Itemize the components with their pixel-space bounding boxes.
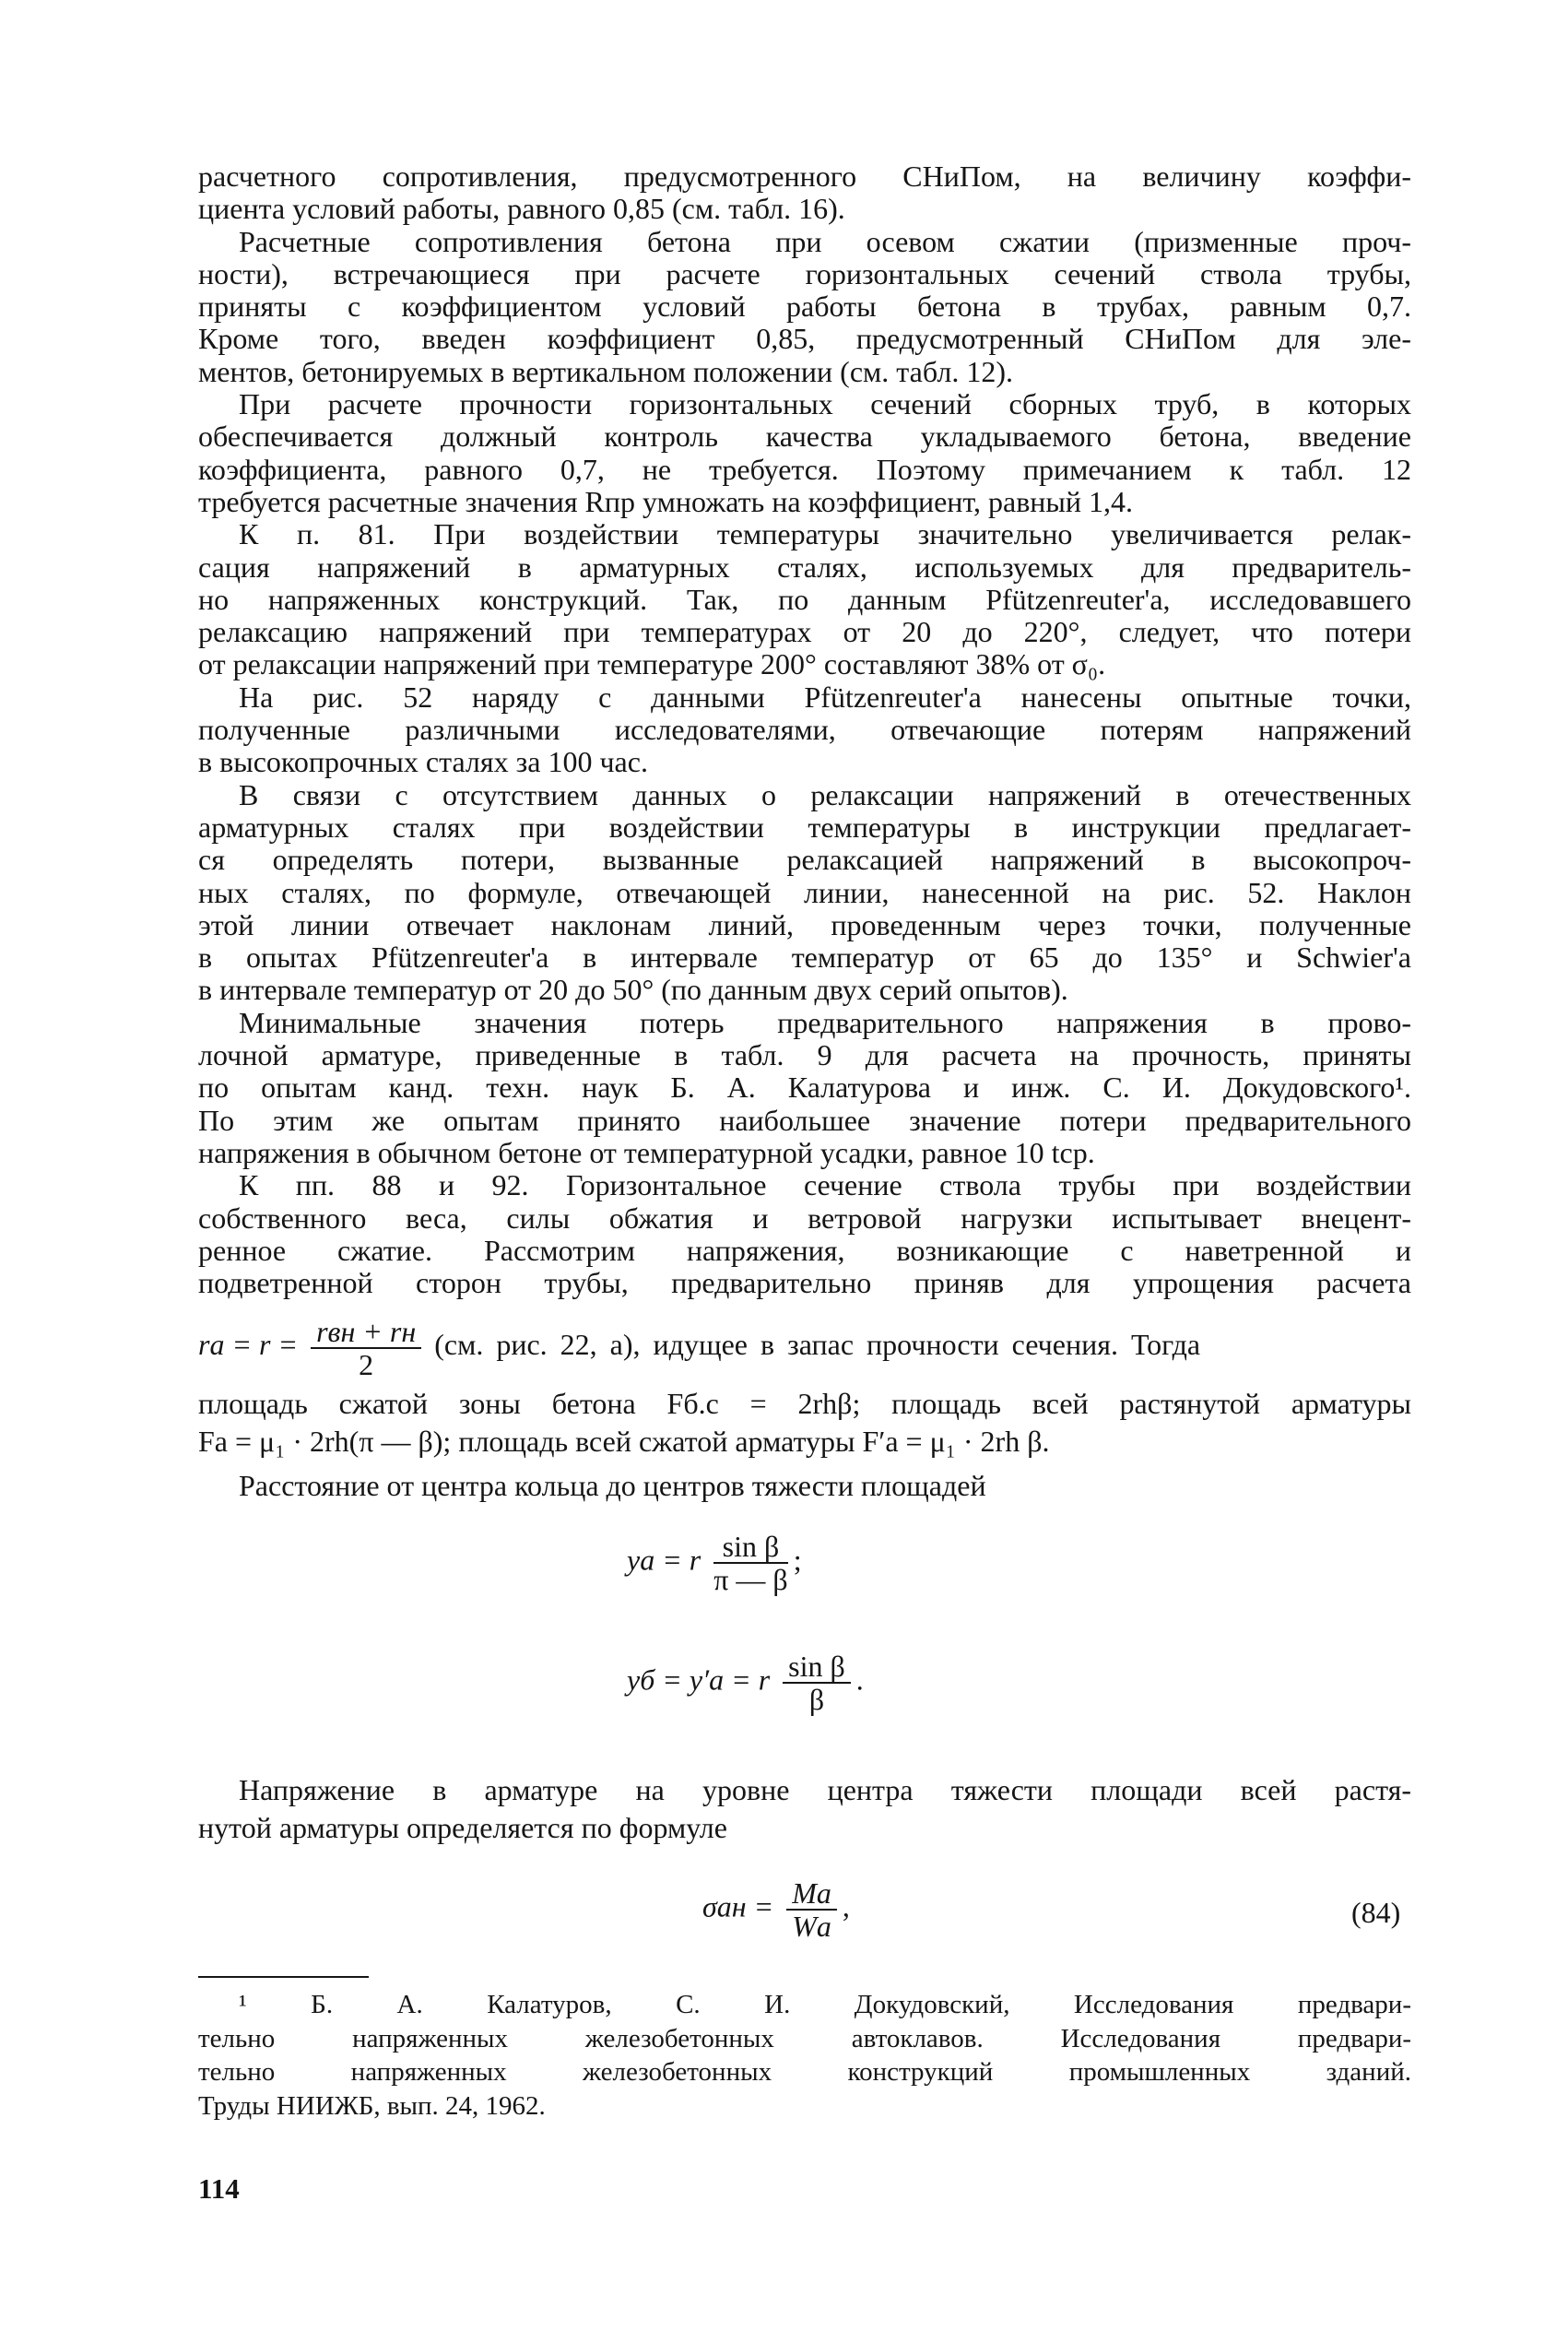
- stress-text: [198, 1774, 1411, 1844]
- equation-punct: .: [855, 1662, 864, 1697]
- text-line: ментов, бетонируемых в вертикальном положении (см. табл. 12).: [198, 354, 1013, 388]
- text-line: Напряжение в арматуре на уровне центра тяжести площади всей растя-: [239, 1773, 1411, 1806]
- text-line: На рис. 52 наряду с данными Pfützenreuter'a нанесены опытные точки,: [239, 680, 1411, 714]
- text-line: нутой арматуры определяется по формуле: [198, 1811, 727, 1844]
- text-line: Кроме того, введен коэффициент 0,85, предусмотренный СНиПом для эле-: [198, 322, 1411, 356]
- equation-punct: ,: [842, 1889, 850, 1923]
- paragraph: [198, 226, 1411, 388]
- text-line: приняты с коэффициентом условий работы бетона в трубах, равным 0,7.: [198, 290, 1411, 324]
- fraction-denominator: β: [808, 1683, 825, 1716]
- paragraph: [198, 518, 1411, 680]
- fraction: [713, 1531, 787, 1595]
- text-line: Fа = μ₁ · 2rh(π — β); площадь всей сжатой арматуры F′а = μ₁ · 2rh β.: [198, 1425, 1050, 1459]
- formula-rest: (см. рис. 22, а), идущее в запас прочности сечения. Тогда: [434, 1328, 1201, 1361]
- text-line: полученные различными исследователями, отвечающие потерям напряжений: [198, 713, 1411, 747]
- equation-ya: [627, 1531, 802, 1595]
- equation-lhs: yб = y′а = r: [627, 1662, 771, 1697]
- page-number: 114: [198, 2172, 240, 2205]
- text-line: Минимальные значения потерь предварительного напряжения в прово-: [239, 1005, 1411, 1039]
- paragraph: [198, 779, 1411, 1007]
- text-line: подветренной сторон трубы, предварительно приняв для упрощения расчета: [198, 1266, 1411, 1300]
- footnote-rule: [198, 1976, 369, 1978]
- paragraph: [198, 681, 1411, 779]
- text-line: К п. 81. При воздействии температуры значительно увеличивается релак-: [239, 517, 1411, 551]
- paragraph: [198, 1169, 1411, 1299]
- text-line: ных сталях, по формуле, отвечающей линии, нанесенной на рис. 52. Наклон: [198, 875, 1411, 909]
- formula-line-ra: [198, 1307, 1411, 1381]
- paragraph: [198, 388, 1411, 518]
- fraction-denominator: π — β: [713, 1563, 788, 1596]
- text-line: этой линии отвечает наклонам линий, проведенным через точки, полученные: [198, 907, 1411, 941]
- equation-84: [702, 1877, 850, 1942]
- text-line: расчетного сопротивления, предусмотренного СНиПом, на величину коэффи-: [198, 160, 1411, 193]
- footnote-line: тельно напряженных железобетонных конструкций промышленных зданий.: [198, 2057, 1411, 2088]
- text-line: обеспечивается должный контроль качества укладываемого бетона, введение: [198, 420, 1411, 454]
- text-line: В связи с отсутствием данных о релаксации напряжений в отечественных: [239, 777, 1411, 811]
- text-line: в высокопрочных сталях за 100 час.: [198, 745, 648, 779]
- text-line: напряжения в обычном бетоне от температурной усадки, равное 10 tср.: [198, 1135, 1095, 1169]
- text-line: по опытам канд. техн. наук Б. А. Калатурова и инж. С. И. Докудовского¹.: [198, 1071, 1411, 1105]
- text-line: собственного веса, силы обжатия и ветровой нагрузки испытывает внецент-: [198, 1201, 1411, 1235]
- footnote-line: ¹ Б. А. Калатуров, С. И. Докудовский, Исследования предвари-: [239, 1990, 1411, 2019]
- text-line: от релаксации напряжений при температуре 200° составляют 38% от σ₀.: [198, 647, 1106, 681]
- text-line: площадь сжатой зоны бетона Fб.с = 2rhβ; площадь всей растянутой арматуры: [198, 1387, 1411, 1420]
- fraction: [786, 1877, 837, 1942]
- fraction: [783, 1651, 851, 1715]
- equation-number: (84): [1351, 1896, 1401, 1929]
- footnote-line: тельно напряженных железобетонных автоклавов. Исследования предвари-: [198, 2023, 1411, 2053]
- fraction-numerator: sin β: [783, 1651, 851, 1684]
- text-line: ся определять потери, вызванные релаксацией напряжений в высокопроч-: [198, 843, 1411, 877]
- equation-punct: ;: [793, 1543, 802, 1577]
- fraction-denominator: Wа: [792, 1910, 831, 1943]
- fraction-numerator: rвн + rн: [311, 1316, 421, 1349]
- text-line: в интервале температур от 20 до 50° (по данным двух серий опытов).: [198, 973, 1068, 1007]
- text-line: сация напряжений в арматурных сталях, используемых для предваритель-: [198, 550, 1411, 584]
- text-line: циента условий работы, равного 0,85 (см. табл. 16).: [198, 192, 845, 226]
- text-line: При расчете прочности горизонтальных сечений сборных труб, в которых: [239, 387, 1411, 421]
- text-line: арматурных сталях при воздействии температуры в инструкции предлагает-: [198, 810, 1411, 844]
- equation-lhs: yа = r: [627, 1543, 701, 1577]
- fraction-denominator: 2: [359, 1347, 374, 1381]
- main-text: [198, 160, 1411, 1299]
- footnote-line: Труды НИИЖБ, вып. 24, 1962.: [198, 2091, 546, 2122]
- text-line: требуется расчетные значения Rпр умножать на коэффициент, равный 1,4.: [198, 484, 1134, 518]
- fraction-numerator: sin β: [713, 1531, 787, 1564]
- text-line: в опытах Pfützenreuter'a в интервале температур от 65 до 135° и Schwier'a: [198, 941, 1411, 975]
- equation-yb: [627, 1651, 864, 1715]
- paragraph: [198, 160, 1411, 226]
- text-line: ренное сжатие. Рассмотрим напряжения, возникающие с наветренной и: [198, 1233, 1411, 1267]
- text-line: релаксацию напряжений при температурах от 20 до 220°, следует, что потери: [198, 615, 1411, 649]
- text-line: но напряженных конструкций. Так, по данным Pfützenreuter'a, исследовавшего: [198, 582, 1411, 616]
- text-line: ности), встречающиеся при расчете горизонтальных сечений ствола трубы,: [198, 256, 1411, 290]
- text-line: лочной арматуре, приведенные в табл. 9 для расчета на прочность, приняты: [198, 1038, 1411, 1072]
- text-line: По этим же опытам принято наибольшее значение потери предварительного: [198, 1103, 1411, 1137]
- after-formula-text: [198, 1388, 1411, 1502]
- fraction: [311, 1316, 421, 1380]
- text-line: Расчетные сопротивления бетона при осевом сжатии (призменные проч-: [239, 224, 1411, 258]
- formula-lhs: rа = r =: [198, 1328, 299, 1361]
- text-line: Расстояние от центра кольца до центров тяжести площадей: [239, 1468, 986, 1502]
- text-line: коэффициента, равного 0,7, не требуется. Поэтому примечанием к табл. 12: [198, 452, 1411, 486]
- text-line: К пп. 88 и 92. Горизонтальное сечение ствола трубы при воздействии: [239, 1168, 1411, 1202]
- paragraph: [198, 1007, 1411, 1169]
- footnote: [198, 1988, 1411, 2124]
- equation-lhs: σан =: [702, 1889, 774, 1923]
- fraction-numerator: Mа: [786, 1877, 837, 1911]
